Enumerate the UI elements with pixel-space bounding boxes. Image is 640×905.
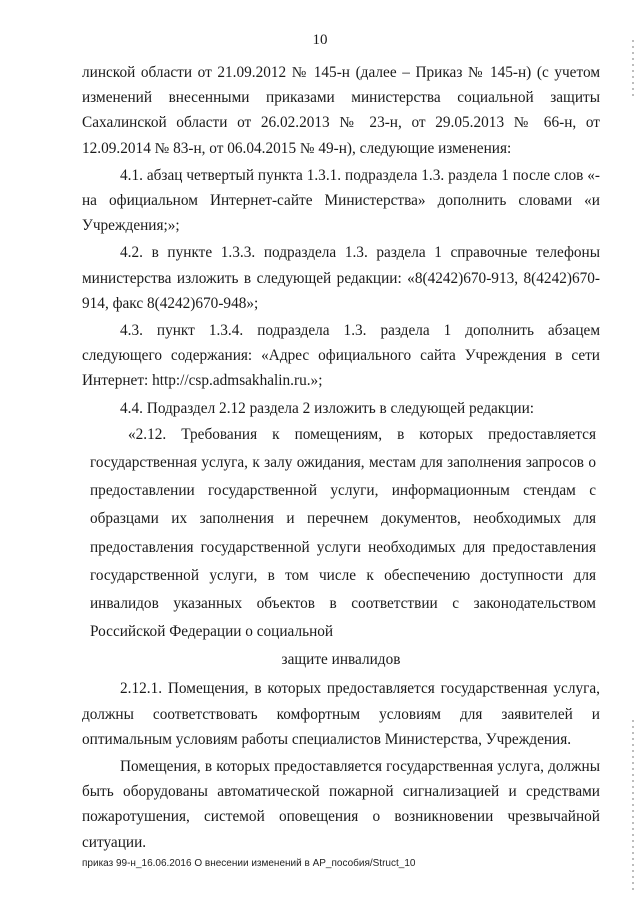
scan-edge-mark bbox=[632, 720, 634, 890]
paragraph-4-3: 4.3. пункт 1.3.4. подраздела 1.3. раздела 1 дополнить абзацем следующего содержания: «Адрес официального сайта Учреждения в сети Интернет: http://csp.admsakhalin.ru.»; bbox=[82, 322, 600, 390]
scan-edge-mark bbox=[632, 40, 634, 100]
paragraph-intro-continuation: линской области от 21.09.2012 № 145-н (далее – Приказ № 145-н) (с учетом изменений внесенными приказами министерства социальной защиты Сахалинской области от 26.02.2013 № 23-н, от 29.05.2013 № 66-н, от 12.09.2014 № 83-н, от 06.04.2015 № 49-н), следующие изменения: bbox=[82, 64, 600, 157]
paragraph-4-1: 4.1. абзац четвертый пункта 1.3.1. подраздела 1.3. раздела 1 после слов «- на официальном Интернет-сайте Министерства» дополнить словами «и Учреждения;»; bbox=[82, 166, 600, 235]
document-footer: приказ 99-н_16.06.2016 О внесении изменений в АР_пособия/Struct_10 bbox=[82, 858, 416, 869]
paragraph-4-4: 4.4. Подраздел 2.12 раздела 2 изложить в следующей редакции: bbox=[120, 399, 535, 417]
quoted-section-2-12-heading-tail: защите инвалидов bbox=[281, 651, 401, 669]
page-number: 10 bbox=[312, 32, 328, 48]
paragraph-equipment: Помещения, в которых предоставляется государственная услуга, должны быть оборудованы автоматической пожарной сигнализацией и средствами пожаротушения, системой оповещения о возникновении чрезвычайной ситуации. bbox=[82, 758, 600, 851]
paragraph-2-12-1: 2.12.1. Помещения, в которых предоставляется государственная услуга, должны соответствовать комфортным условиям для заявителей и оптимальным условиям работы специалистов Министерства, Учреждения. bbox=[82, 680, 600, 748]
quoted-section-2-12-heading: «2.12. Требования к помещениям, в которых предоставляется государственная услуга, к залу ожидания, местам для заполнения запросов о предоставлении государственной услуги, информационным стендам с образцами их заполнения и перечнем документов, необходимых для предоставления государственной услуги необходимых для предоставления государственной услуги, в том числе к обеспечению доступности для инвалидов указанных объектов в соответствии с законодательством Российской Федерации о социальной bbox=[90, 425, 596, 641]
paragraph-4-2: 4.2. в пункте 1.3.3. подраздела 1.3. раздела 1 справочные телефоны министерства изложить в следующей редакции: «8(4242)670-913, 8(4242)670-914, факс 8(4242)670-948»; bbox=[82, 244, 600, 312]
document-body bbox=[82, 60, 600, 855]
